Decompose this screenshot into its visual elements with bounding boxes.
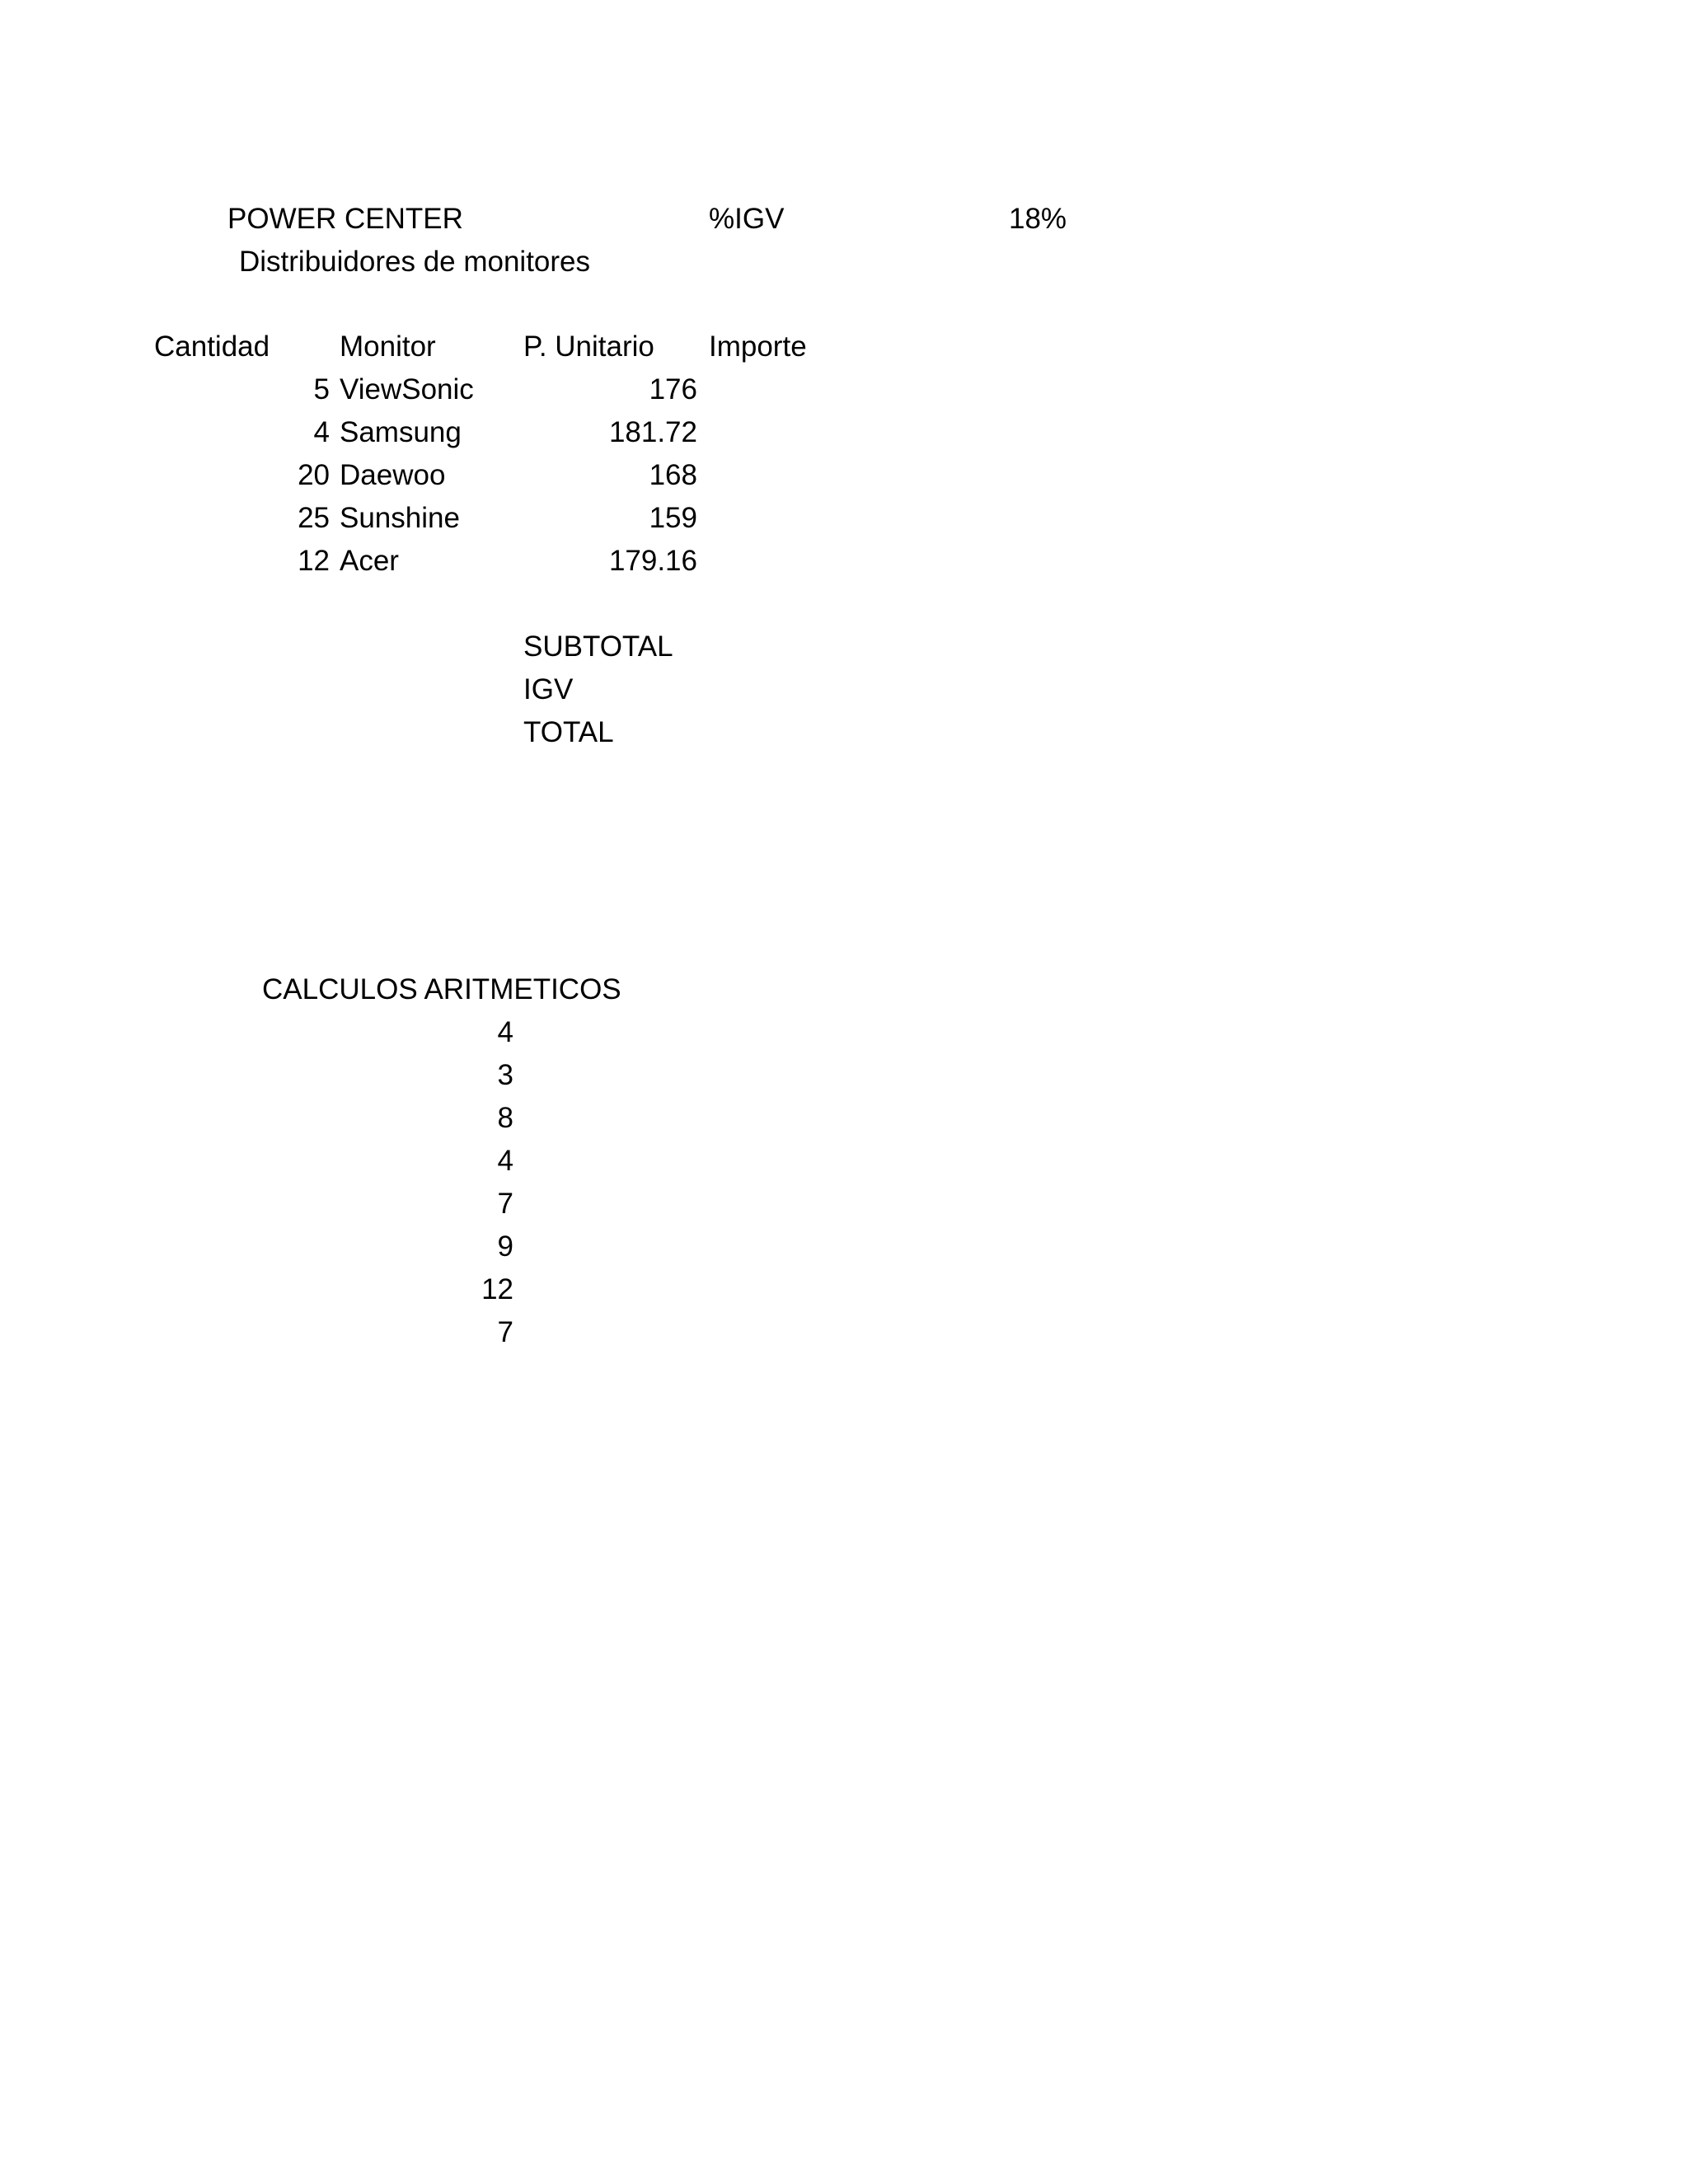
- column-header-precio-unitario: P. Unitario: [523, 330, 654, 363]
- total-label: TOTAL: [523, 716, 614, 748]
- row-1-monitor: ViewSonic: [340, 373, 474, 405]
- calculo-value-4: 4: [497, 1145, 513, 1177]
- row-2-cantidad: 4: [313, 416, 330, 448]
- calculo-value-5: 7: [497, 1188, 513, 1220]
- calculo-value-1: 4: [497, 1016, 513, 1048]
- igv-percent-value: 18%: [1009, 203, 1067, 235]
- igv-label: IGV: [523, 673, 574, 705]
- row-2-precio: 181.72: [608, 416, 697, 448]
- subtotal-label: SUBTOTAL: [523, 630, 673, 663]
- calculo-value-3: 8: [497, 1102, 513, 1134]
- company-name: POWER CENTER: [227, 203, 463, 235]
- calculo-value-8: 7: [497, 1316, 513, 1348]
- row-4-monitor: Sunshine: [340, 502, 460, 534]
- row-1-cantidad: 5: [313, 373, 330, 405]
- row-4-cantidad: 25: [298, 502, 330, 534]
- column-header-importe: Importe: [709, 330, 807, 363]
- company-subtitle: Distribuidores de monitores: [239, 246, 591, 278]
- calculos-title: CALCULOS ARITMETICOS: [262, 973, 621, 1005]
- calculo-value-6: 9: [497, 1230, 513, 1263]
- row-1-precio: 176: [649, 373, 697, 405]
- column-header-monitor: Monitor: [340, 330, 436, 363]
- calculo-value-7: 12: [481, 1273, 513, 1305]
- row-2-monitor: Samsung: [340, 416, 462, 448]
- column-header-cantidad: Cantidad: [154, 330, 270, 363]
- row-3-monitor: Daewoo: [340, 459, 446, 491]
- row-3-precio: 168: [649, 459, 697, 491]
- row-4-precio: 159: [649, 502, 697, 534]
- row-5-precio: 179.16: [608, 545, 697, 577]
- row-3-cantidad: 20: [298, 459, 330, 491]
- calculo-value-2: 3: [497, 1059, 513, 1091]
- row-5-monitor: Acer: [340, 545, 399, 577]
- row-5-cantidad: 12: [298, 545, 330, 577]
- igv-percent-label: %IGV: [709, 203, 785, 235]
